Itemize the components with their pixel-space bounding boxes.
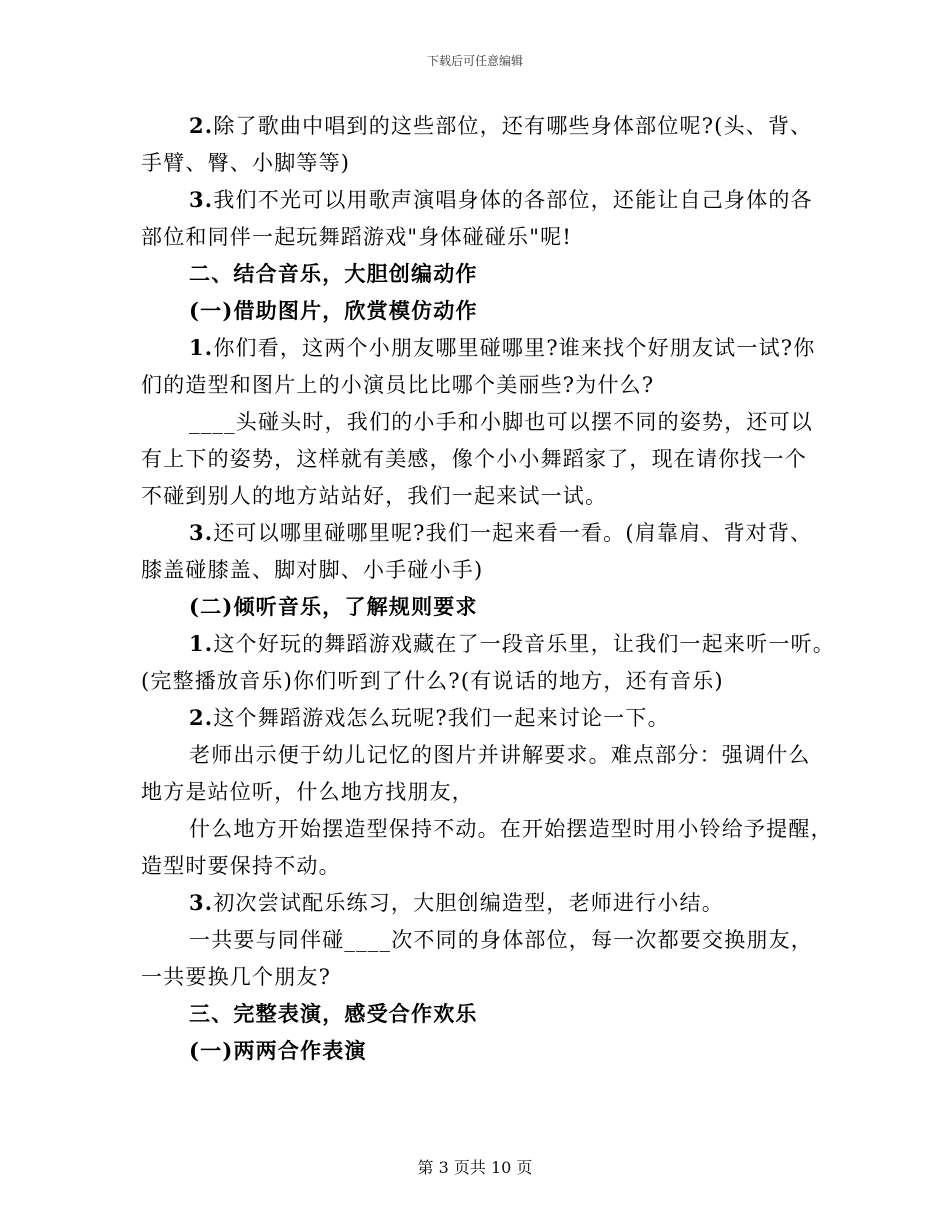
paragraph-line (189, 333, 815, 363)
line-text: 还可以哪里碰哪里呢?我们一起来看一看。(肩靠肩、背对背、 (213, 521, 813, 545)
paragraph-line: 地方是站位听，什么地方找朋友， (141, 780, 474, 804)
subsection-heading: (一)两两合作表演 (189, 1038, 367, 1063)
line-text: 除了歌曲中唱到的这些部位，还有哪些身体部位呢?(头、背、 (213, 114, 813, 138)
paragraph-line: 什么地方开始摆造型保持不动。在开始摆造型时用小铃给予提醒， (189, 817, 833, 841)
paragraph-line (189, 518, 812, 548)
line-text: 这个舞蹈游戏怎么玩呢?我们一起来讨论一下。 (213, 706, 670, 730)
list-number: 3. (189, 187, 214, 212)
page-footer: 第 3 页共 10 页 (417, 1158, 533, 1177)
paragraph-line: 部位和同伴一起玩舞蹈游戏"身体碰碰乐"呢! (141, 225, 572, 249)
page-header: 下载后可任意编辑 (426, 54, 523, 68)
paragraph-line: ____头碰头时，我们的小手和小脚也可以摆不同的姿势，还可以 (189, 410, 813, 434)
list-number: 2. (189, 113, 214, 138)
paragraph-line: 造型时要保持不动。 (141, 854, 341, 878)
paragraph-line: (完整播放音乐)你们听到了什么?(有说话的地方，还有音乐) (141, 669, 724, 693)
paragraph-line: 不碰到别人的地方站站好，我们一起来试一试。 (141, 484, 608, 508)
paragraph-line (189, 111, 812, 141)
line-text: 我们不光可以用歌声演唱身体的各部位，还能让自己身体的各 (213, 188, 813, 212)
list-number: 3. (189, 520, 214, 545)
subsection-heading: (二)倾听音乐，了解规则要求 (189, 594, 478, 619)
paragraph-line (189, 185, 813, 215)
line-text: 初次尝试配乐练习，大胆创编造型，老师进行小结。 (213, 891, 724, 915)
paragraph-line: 一共要与同伴碰____次不同的身体部位，每一次都要交换朋友， (189, 928, 813, 952)
list-number: 1. (189, 335, 214, 360)
paragraph-line: 手臂、臀、小脚等等) (141, 151, 351, 175)
subsection-heading: (一)借助图片，欣赏模仿动作 (189, 298, 478, 323)
list-number: 2. (189, 705, 214, 730)
section-heading: 三、完整表演，感受合作欢乐 (189, 1001, 478, 1026)
paragraph-line (189, 888, 724, 918)
section-heading: 二、结合音乐，大胆创编动作 (189, 261, 478, 286)
line-text: 你们看，这两个小朋友哪里碰哪里?谁来找个好朋友试一试?你 (213, 336, 816, 360)
list-number: 1. (189, 631, 214, 656)
paragraph-line: 们的造型和图片上的小演员比比哪个美丽些?为什么? (141, 373, 655, 397)
list-number: 3. (189, 890, 214, 915)
paragraph-line (189, 703, 670, 733)
paragraph-line: 老师出示便于幼儿记忆的图片并讲解要求。难点部分：强调什么 (189, 743, 811, 767)
paragraph-line: 有上下的姿势，这样就有美感，像个小小舞蹈家了，现在请你找一个 (141, 447, 807, 471)
paragraph-line (189, 629, 835, 659)
paragraph-line: 一共要换几个朋友? (141, 965, 332, 989)
line-text: 这个好玩的舞蹈游戏藏在了一段音乐里，让我们一起来听一听。 (213, 632, 835, 656)
paragraph-line: 膝盖碰膝盖、脚对脚、小手碰小手) (141, 558, 484, 582)
